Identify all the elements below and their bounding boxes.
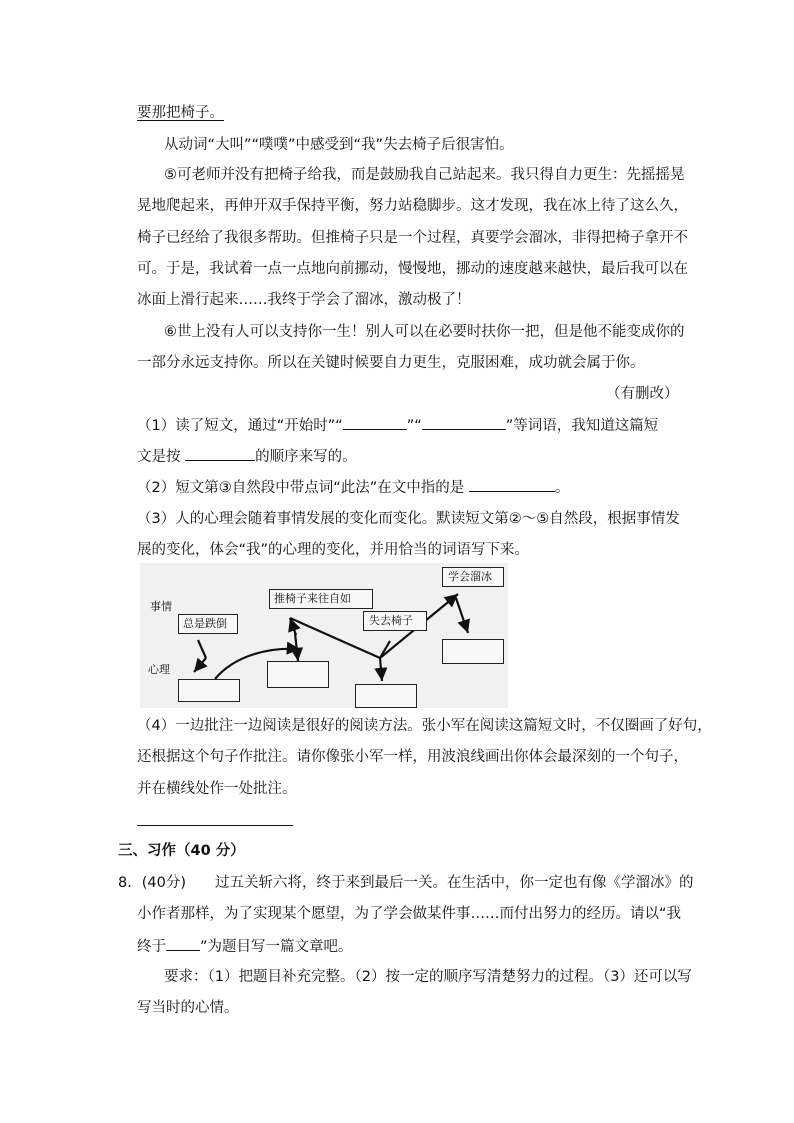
question-2-text: （2）短文第③自然段中带点词“此法”在文中指的是	[137, 480, 469, 496]
passage-line-top: 要那把椅子。	[137, 105, 224, 121]
mind-answer-box[interactable]	[178, 679, 240, 702]
paragraph-5-line: 椅子已经给了我很多帮助。但推椅子只是一个过程，真要学会溜冰，非得把椅子拿开不	[137, 230, 688, 246]
source-note: （有删改）	[606, 386, 679, 402]
question-8-text-end: ”为题目写一篇文章吧。	[200, 939, 353, 955]
connector-arrow	[194, 658, 206, 672]
question-8-line: 8．(40分) 过五关斩六将，终于来到最后一关。在生活中，你一定也有像《学溜冰》的	[118, 875, 694, 891]
annotation-blank-line[interactable]	[137, 825, 293, 826]
question-2-end: 。	[554, 480, 570, 496]
event-box-push	[269, 589, 373, 609]
answer-blank[interactable]	[185, 446, 255, 461]
label-mind: 心理	[148, 663, 170, 676]
requirements-line: 写当时的心情。	[137, 1000, 239, 1016]
connector-arrow	[380, 658, 382, 681]
paragraph-5-line: ⑤可老师并没有把椅子给我，而是鼓励我自己站起来。我只得自力更生：先摇摇晃	[164, 167, 685, 183]
event-box-fall-label: 总是跌倒	[183, 617, 227, 630]
question-1-text-c: ”等词语，我知道这篇短	[505, 418, 659, 434]
answer-blank[interactable]	[343, 415, 407, 430]
mind-answer-box[interactable]	[267, 661, 329, 688]
paragraph-5-line: 冰面上滑行起来……我终于学会了溜冰，激动极了！	[137, 292, 471, 308]
question-3-line: 展的变化，体会“我”的心理的变化，并用恰当的词语写下来。	[137, 542, 530, 558]
question-8-line: 小作者那样，为了实现某个愿望，为了学会做某件事……而付出努力的经历。请以“我	[137, 906, 682, 922]
question-1-line	[137, 446, 357, 467]
question-4-line: 并在横线处作一处批注。	[137, 781, 297, 797]
answer-blank[interactable]	[469, 477, 555, 492]
question-3-line: （3）人的心理会随着事情发展的变化而变化。默读短文第②～⑤自然段，根据事情发	[137, 511, 680, 527]
label-events: 事情	[150, 600, 172, 613]
question-8-line	[137, 936, 353, 957]
mind-answer-box[interactable]	[355, 684, 417, 708]
requirements-line: 要求：（1）把题目补充完整。（2）按一定的顺序写清楚努力的过程。（3）还可以写	[164, 969, 692, 985]
paragraph-6-line: 一部分永远支持你。所以在关键时候要自力更生，克服困难，成功就会属于你。	[137, 355, 645, 371]
paragraph-6-line: ⑥世上没有人可以支持你一生！别人可以在必要时扶你一把，但是他不能变成你的	[164, 324, 685, 340]
connector-line	[198, 640, 206, 658]
emotion-flow-diagram	[140, 563, 508, 708]
question-1-text-e: 的顺序来写的。	[255, 449, 357, 465]
title-blank[interactable]	[166, 936, 200, 951]
question-1-text-a: （1）读了短文，通过“开始时”“	[137, 418, 343, 434]
question-2-line	[137, 477, 569, 498]
paragraph-5-line: 晃地爬起来，再伸开双手保持平衡，努力站稳脚步。这才发现，我在冰上待了这么久，	[137, 198, 688, 214]
event-box-learn	[442, 567, 504, 587]
event-box-push-label: 推椅子来往自如	[274, 592, 351, 605]
paragraph-5-line: 可。于是，我试着一点一点地向前挪动，慢慢地，挪动的速度越来越快，最后我可以在	[137, 261, 688, 277]
mind-answer-box[interactable]	[442, 639, 504, 664]
connector-line	[380, 641, 390, 658]
question-1-text-b: ”“	[406, 418, 422, 434]
question-1-line	[137, 415, 658, 436]
analysis-text: 从动词“大叫”“噗噗”中感受到“我”失去椅子后很害怕。	[164, 137, 514, 153]
event-box-fall	[178, 614, 238, 634]
section-heading: 三、习作（40 分）	[118, 843, 245, 859]
question-4-line: （4）一边批注一边阅读是很好的阅读方法。张小军在阅读这篇短文时，不仅圈画了好句，	[137, 718, 712, 734]
question-1-text-d: 文是按	[137, 449, 186, 465]
event-box-learn-label: 学会溜冰	[448, 570, 492, 583]
connector-arrow	[295, 633, 298, 661]
question-4-line: 还根据这个句子作批注。请你像张小军一样，用波浪线画出你体会最深刻的一个句子，	[137, 749, 688, 765]
question-8-text: 终于	[137, 939, 166, 955]
event-box-lose	[363, 611, 427, 631]
connector-arrow	[456, 598, 468, 633]
event-box-lose-label: 失去椅子	[369, 614, 413, 627]
answer-blank[interactable]	[422, 415, 506, 430]
